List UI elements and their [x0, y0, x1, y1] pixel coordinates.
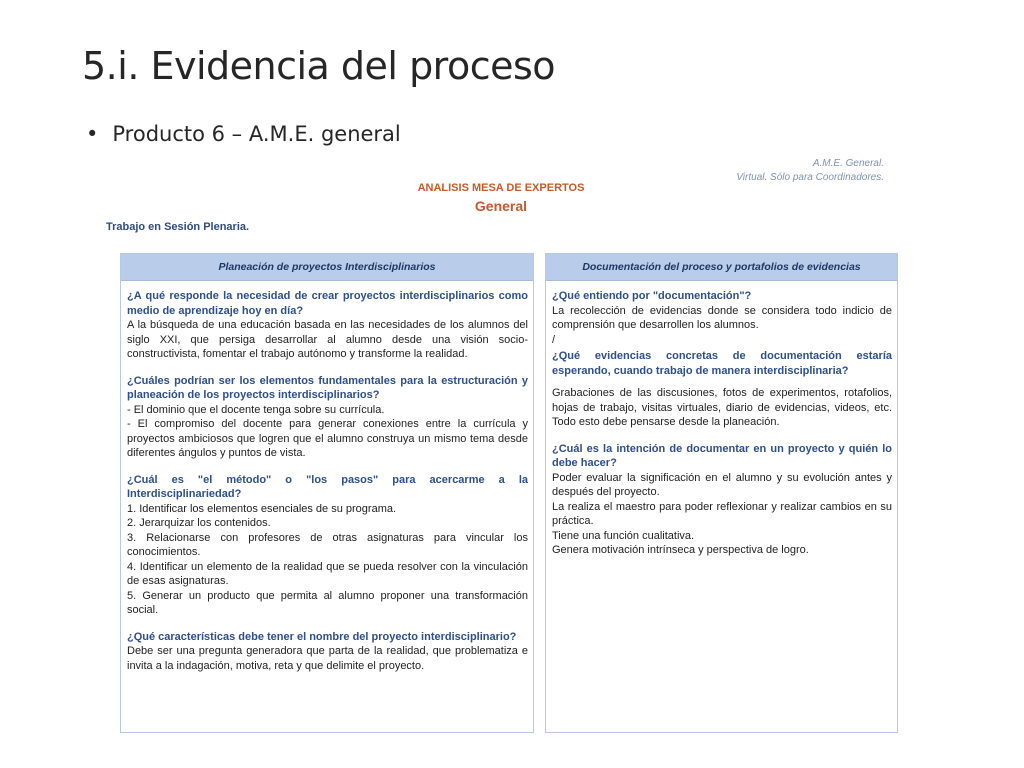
right-panel — [545, 253, 898, 733]
question: ¿A qué responde la necesidad de crear proyectos interdisciplinarios como medio de aprendizaje hoy en día? — [127, 290, 528, 317]
answer-line: Debe ser una pregunta generadora que parta de la realidad, que problematiza e invita a la indagación, motiva, reta y que delimite el proyecto. — [127, 645, 528, 672]
question: ¿Qué características debe tener el nombre del proyecto interdisciplinario? — [127, 630, 517, 643]
answer-line: 5. Generar un producto que permita al alumno proponer una transformación social. — [127, 589, 528, 616]
answer-line: 3. Relacionarse con profesores de otras asignaturas para vincular los conocimientos. — [127, 531, 528, 558]
answer — [127, 644, 528, 673]
question: ¿Cuál es "el método" o "los pasos" para acercarme a la Interdisciplinariedad? — [127, 473, 528, 500]
left-panel-header: Planeación de proyectos Interdisciplinarios — [121, 254, 533, 281]
slide-title: 5.i. Evidencia del proceso — [82, 44, 556, 88]
answer — [127, 502, 528, 618]
qa-item — [127, 289, 528, 362]
right-panel-body — [546, 281, 897, 558]
answer — [552, 304, 892, 348]
document-heading-line-1: ANALISIS MESA DE EXPERTOS — [417, 182, 585, 194]
answer-line: / — [552, 333, 556, 346]
answer-line: - El compromiso del docente para generar conexiones entre la currícula y proyectos ambiciosos que logren que el alumno construya un mismo tema desde diferentes ángulos y puntos de vista. — [127, 418, 528, 459]
answer — [552, 471, 892, 558]
qa-item — [127, 630, 528, 674]
qa-item — [127, 473, 528, 618]
question: ¿Qué entiendo por "documentación"? — [552, 290, 752, 302]
answer-line: - El dominio que el docente tenga sobre su currícula. — [127, 403, 385, 416]
answer-line: A la búsqueda de una educación basada en las necesidades de los alumnos del siglo XXI, que persiga desarrollar al alumno desde una visión socio-constructivista, fomentar el trabajo autónomo y transforme la realidad. — [127, 319, 528, 360]
answer-line: 4. Identificar un elemento de la realidad que se pueda resolver con la vinculación de esas asignaturas. — [127, 560, 528, 587]
spacer — [552, 378, 892, 386]
corner-note-line-1: A.M.E. General. — [812, 158, 884, 169]
corner-note — [736, 157, 884, 185]
left-panel-body — [121, 281, 533, 673]
session-label: Trabajo en Sesión Plenaria. — [106, 221, 250, 233]
answer — [552, 386, 892, 430]
left-panel — [120, 253, 534, 733]
answer-line: Grabaciones de las discusiones, fotos de experimentos, rotafolios, hojas de trabajo, visitas virtuales, diario de evidencias, videos, etc. Todo esto debe pensarse desde la planeación. — [552, 387, 892, 428]
document-heading — [396, 182, 606, 214]
document-heading-line-2: General — [474, 198, 528, 214]
bullet-text: Producto 6 – A.M.E. general — [112, 122, 401, 146]
bullet-item — [86, 122, 401, 146]
qa-item — [127, 374, 528, 461]
qa-item — [552, 442, 892, 558]
answer-line: 1. Identificar los elementos esenciales de su programa. — [127, 502, 397, 515]
answer-line: Tiene una función cualitativa. — [552, 529, 695, 542]
corner-note-line-2: Virtual. Sólo para Coordinadores. — [736, 172, 884, 183]
question: ¿Cuáles podrían ser los elementos fundamentales para la estructuración y planeación de los proyectos interdisciplinarios? — [127, 374, 528, 401]
bullet-marker: • — [86, 122, 99, 146]
answer-line: La recolección de evidencias donde se considera todo indicio de comprensión que desarrollen los alumnos. — [552, 304, 892, 331]
answer-line: Genera motivación intrínseca y perspectiva de logro. — [552, 544, 809, 556]
answer — [127, 403, 528, 461]
qa-item — [552, 289, 892, 347]
question: ¿Cuál es la intención de documentar en un proyecto y quién lo debe hacer? — [552, 442, 892, 469]
question: ¿Qué evidencias concretas de documentación estaría esperando, cuando trabajo de manera interdisciplinaria? — [552, 350, 892, 377]
answer-line: Poder evaluar la significación en el alumno y su evolución antes y después del proyecto. — [552, 471, 892, 498]
qa-item — [552, 349, 892, 430]
right-panel-header: Documentación del proceso y portafolios de evidencias — [546, 254, 897, 281]
answer — [127, 318, 528, 362]
answer-line: 2. Jerarquizar los contenidos. — [127, 517, 271, 529]
answer-line: La realiza el maestro para poder reflexionar y realizar cambios en su práctica. — [552, 500, 892, 527]
